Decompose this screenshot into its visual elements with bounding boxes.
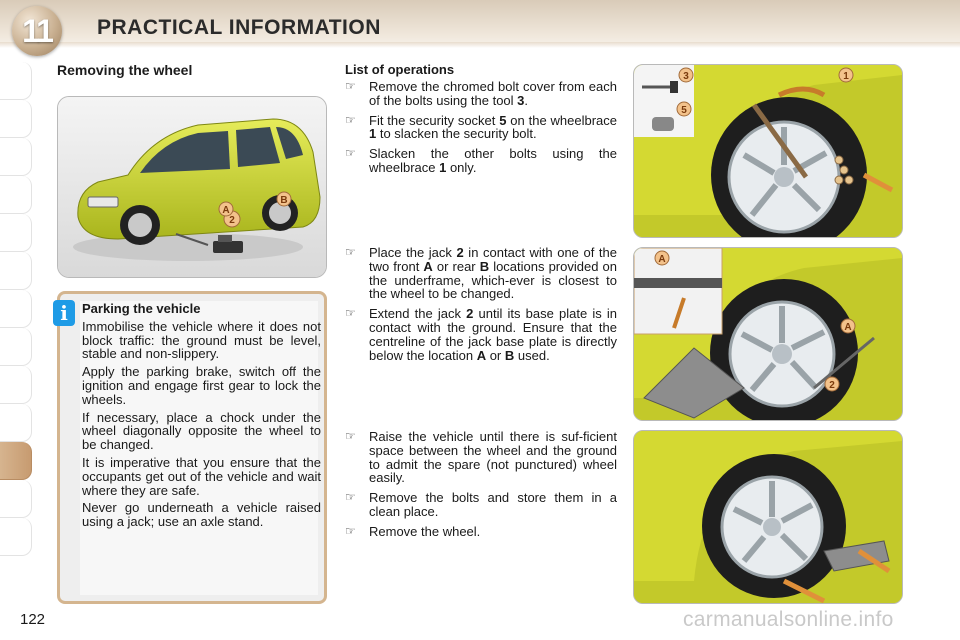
operation-step: ☞ Place the jack 2 in contact with one of the two front A or rear B locations provided on the underframe, which-ever is closest to the wheel to be changed. [345,245,617,302]
callout-2: 2 [829,380,835,391]
callout-2: 2 [229,215,235,226]
info-icon: i [53,300,75,326]
chapter-tab-4[interactable] [0,176,32,214]
section-title: Removing the wheel [57,62,193,78]
pointing-hand-icon: ☞ [345,523,356,538]
watermark: carmanualsonline.info [683,608,894,631]
chapter-tab-13[interactable] [0,518,32,556]
pointing-hand-icon: ☞ [345,146,356,161]
chapter-tab-10[interactable] [0,404,32,442]
pointing-hand-icon: ☞ [345,429,356,443]
info-paragraph: It is imperative that you ensure that the occupants get out of the vehicle and wait where they are safe. [82,454,321,498]
info-paragraph: Immobilise the vehicle where it does not block traffic: the ground must be level, stable and non-slippery. [82,318,321,362]
operations-title: List of operations [345,62,455,77]
page-number: 122 [20,611,46,628]
operations-group-1 [345,80,617,181]
operation-step: ☞ Slacken the other bolts using the wheelbrace 1 only. [345,146,617,175]
chapter-tab-12[interactable] [0,480,32,518]
pointing-hand-icon: ☞ [345,112,356,127]
callout-3: 3 [683,71,689,82]
pointing-hand-icon: ☞ [345,79,356,93]
operations-group-3 [345,430,617,545]
operation-step: ☞ Remove the chromed bolt cover from each of the bolts using the tool 3. [345,79,617,108]
callout-b: B [280,195,288,206]
figure-wheel-removal [633,430,903,604]
figure-wheelbrace [633,64,903,238]
chapter-tab-8[interactable] [0,328,32,366]
operation-step: ☞ Remove the wheel. [345,523,481,539]
chapter-tab-6[interactable] [0,252,32,290]
chapter-tab-1[interactable] [0,62,32,100]
operation-step: ☞ Raise the vehicle until there is suf-ficient space between the wheel and the ground to admit the spare (not punctured) wheel easily. [345,429,617,486]
callout-a-inset: A [658,254,666,265]
chapter-tab-11-active[interactable] [0,442,32,480]
pointing-hand-icon: ☞ [345,490,356,505]
chapter-tabs [0,62,32,556]
info-paragraph: If necessary, place a chock under the wheel diagonally opposite the wheel to be changed. [82,409,321,453]
chapter-badge: 11 [12,6,62,56]
operation-step: ☞ Remove the bolts and store them in a clean place. [345,490,617,519]
car-illustration [57,96,327,278]
chapter-tab-3[interactable] [0,138,32,176]
info-paragraph: Never go underneath a vehicle raised using a jack; use an axle stand. [82,500,321,530]
info-paragraph: Apply the parking brake, switch off the ignition and engage first gear to lock the wheels. [82,364,321,407]
chapter-tab-5[interactable] [0,214,32,252]
callout-a: A [222,205,230,216]
callout-1: 1 [843,71,849,82]
operation-step: ☞ Extend the jack 2 until its base plate is in contact with the ground. Ensure that the centreline of the jack base plate is directly below the location A or B used. [345,306,618,363]
info-title: Parking the vehicle [82,301,201,316]
pointing-hand-icon: ☞ [345,245,356,259]
callout-5: 5 [681,105,687,116]
chapter-tab-2[interactable] [0,100,32,138]
chapter-tab-7[interactable] [0,290,32,328]
callout-a: A [844,322,852,333]
page-title: PRACTICAL INFORMATION [97,16,381,39]
info-text [82,302,321,533]
operation-step: ☞ Fit the security socket 5 on the wheelbrace 1 to slacken the security bolt. [345,112,617,142]
chapter-tab-9[interactable] [0,366,32,404]
operations-group-2 [345,246,617,368]
figure-jack-placement [633,247,903,421]
pointing-hand-icon: ☞ [345,306,356,321]
